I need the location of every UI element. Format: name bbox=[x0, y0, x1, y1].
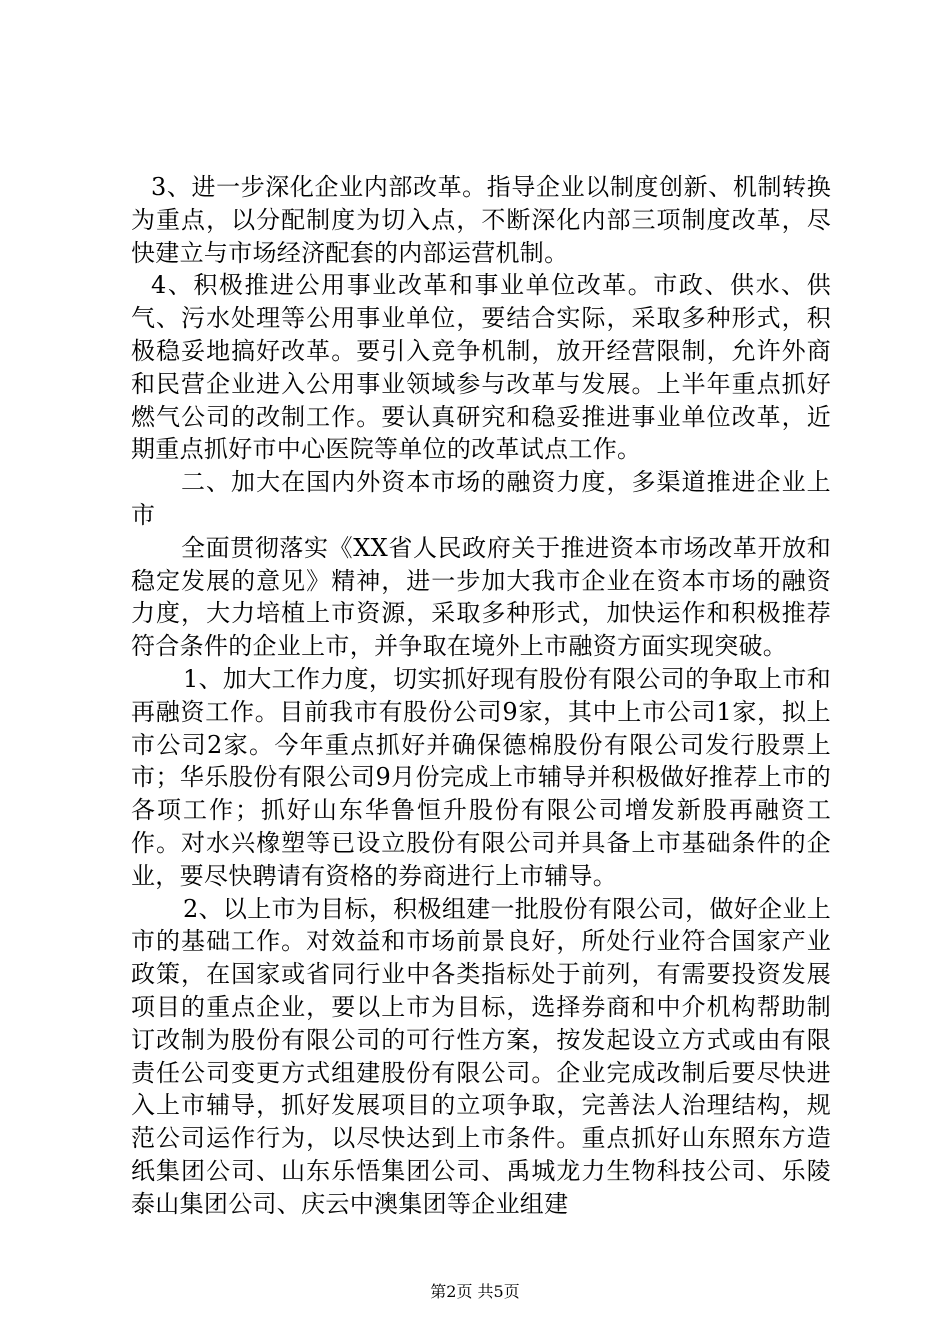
page-footer: 第2页 共5页 bbox=[430, 1282, 520, 1301]
paragraph-reform-public-utilities: 4、积极推进公用事业改革和事业单位改革。市政、供水、供气、污水处理等公用事业单位，要结合实际，采取多种形式，积极稳妥地搞好改革。要引入竞争机制，放开经营限制，允许外商和民营企业进入公用事业领域参与改革与发展。上半年重点抓好燃气公司的改制工作。要认真研究和稳妥推进事业单位改革，近期重点抓好市中心医院等单位的改革试点工作。 bbox=[131, 271, 831, 464]
document-body bbox=[131, 171, 831, 1221]
paragraph-reform-internal: 3、进一步深化企业内部改革。指导企业以制度创新、机制转换为重点，以分配制度为切入点，不断深化内部三项制度改革，尽快建立与市场经济配套的内部运营机制。 bbox=[131, 173, 831, 267]
paragraph-joint-stock-companies: 2、以上市为目标，积极组建一批股份有限公司，做好企业上市的基础工作。对效益和市场前景良好，所处行业符合国家产业政策，在国家或省同行业中各类指标处于前列，有需要投资发展项目的重点企业，要以上市为目标，选择券商和中介机构帮助制订改制为股份有限公司的可行性方案，按发起设立方式或由有限责任公司变更方式组建股份有限公司。企业完成改制后要尽快进入上市辅导，抓好发展项目的立项争取，完善法人治理结构，规范公司运作行为，以尽快达到上市条件。重点抓好山东照东方造纸集团公司、山东乐悟集团公司、禹城龙力生物科技公司、乐陵泰山集团公司、庆云中澳集团等企业组建 bbox=[131, 894, 831, 1218]
paragraph-capital-market-intro: 全面贯彻落实《XX省人民政府关于推进资本市场改革开放和稳定发展的意见》精神，进一步加大我市企业在资本市场的融资力度，大力培植上市资源，采取多种形式，加快运作和积极推荐符合条件的企业上市，并争取在境外上市融资方面实现突破。 bbox=[131, 533, 831, 661]
paragraph-listing-refinancing: 1、加大工作力度，切实抓好现有股份有限公司的争取上市和再融资工作。目前我市有股份公司9家，其中上市公司1家，拟上市公司2家。今年重点抓好并确保德棉股份有限公司发行股票上市；华乐股份有限公司9月份完成上市辅导并积极做好推荐上市的各项工作；抓好山东华鲁恒升股份有限公司增发新股再融资工作。对水兴橡塑等已设立股份有限公司并具备上市基础条件的企业，要尽快聘请有资格的券商进行上市辅导。 bbox=[131, 664, 831, 890]
section-heading-capital-market: 二、加大在国内外资本市场的融资力度，多渠道推进企业上市 bbox=[131, 468, 831, 529]
